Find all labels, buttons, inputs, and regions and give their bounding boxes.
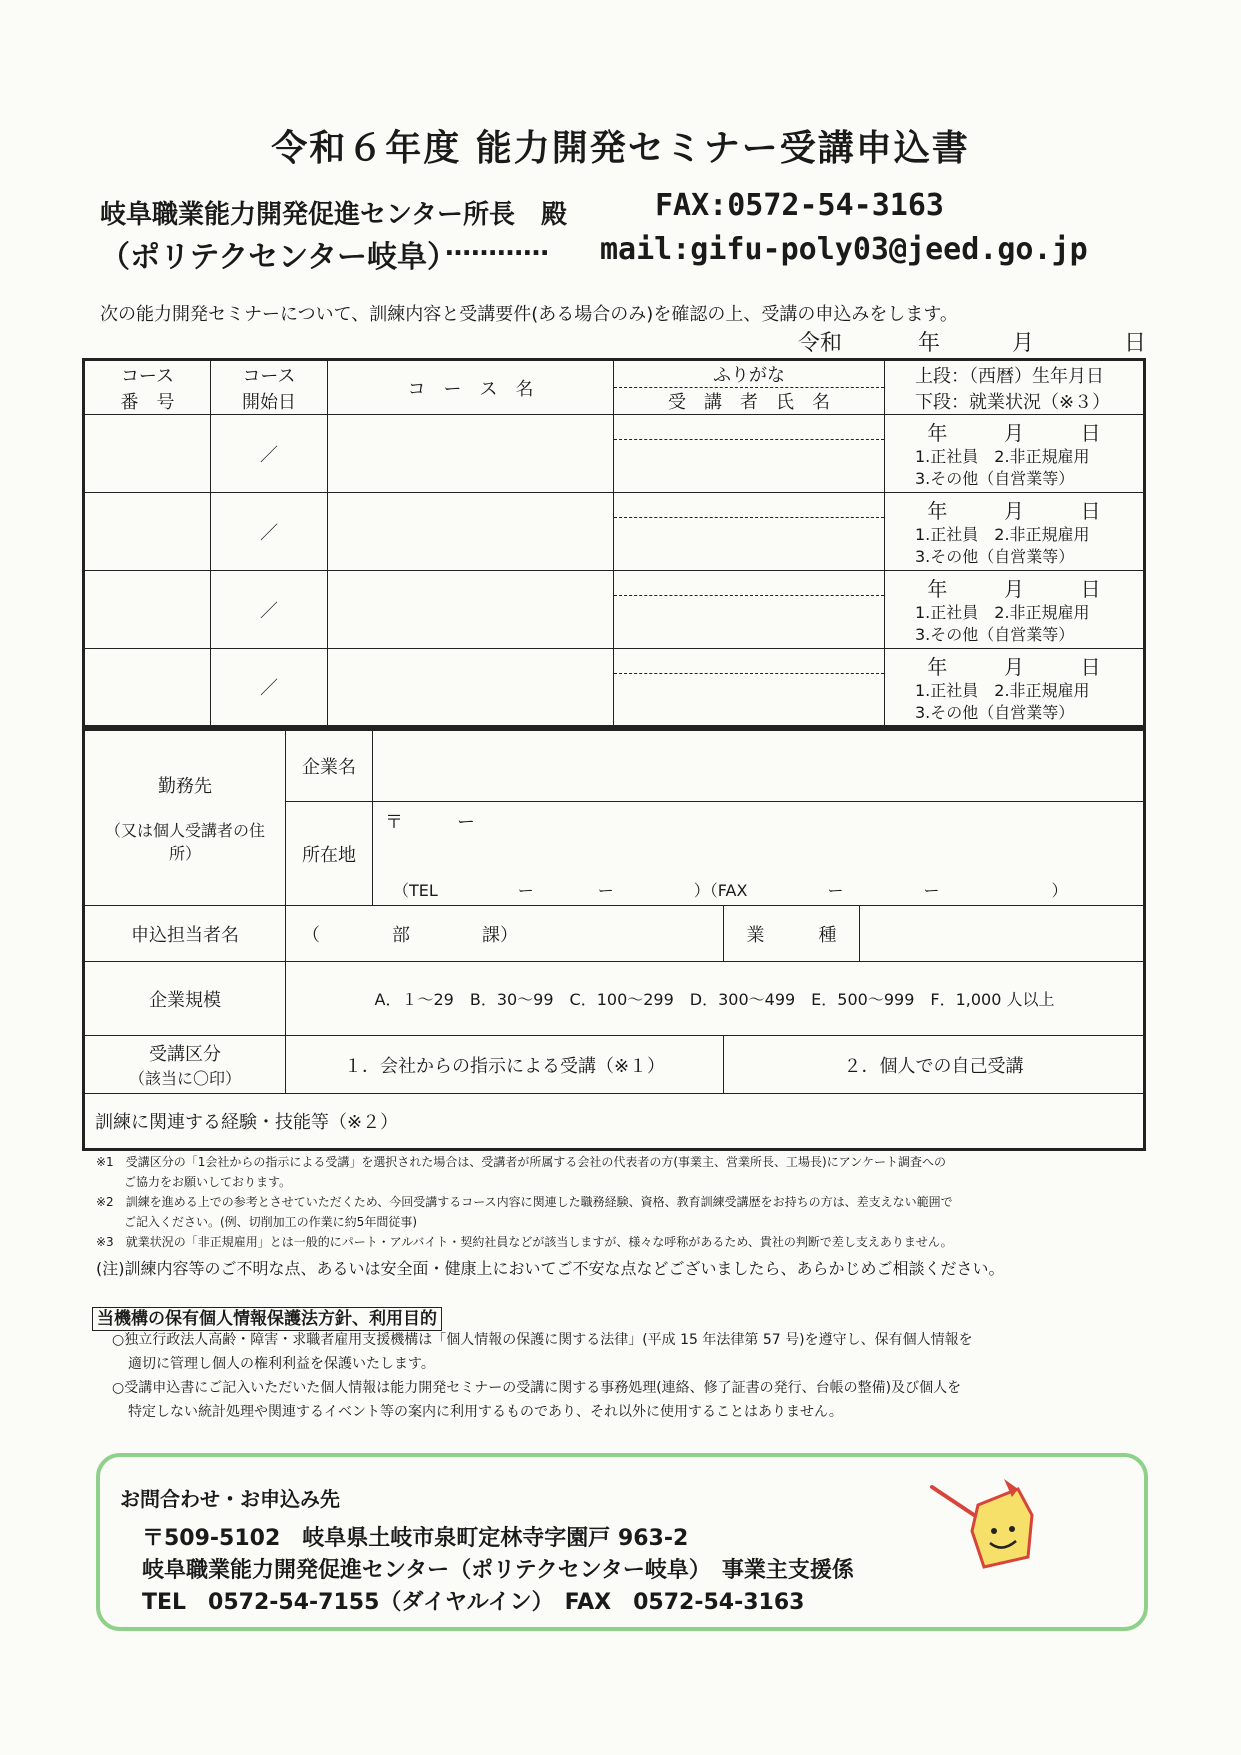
course-no-cell[interactable] bbox=[84, 415, 211, 493]
recipient-subname: （ポリテクセンター岐阜） bbox=[100, 240, 457, 275]
privacy-policy-title: 当機構の保有個人情報保護法方針、利用目的 bbox=[92, 1304, 442, 1329]
industry-label: 業 種 bbox=[724, 906, 860, 962]
class-option-personal[interactable]: ２．個人での自己受講 bbox=[724, 1036, 1145, 1094]
contact-address: 〒509-5102 岐阜県土岐市泉町定林寺字園戸 963-2 bbox=[142, 1526, 689, 1551]
contact-org: 岐阜職業能力開発促進センター（ポリテクセンター岐阜） 事業主支援係 bbox=[142, 1558, 854, 1583]
course-name-cell[interactable] bbox=[328, 649, 614, 727]
course-table bbox=[82, 358, 1146, 728]
date-year: 年 bbox=[918, 331, 941, 356]
privacy-policy-text: ○独立行政法人高齢・障害・求職者雇用支援機構は「個人情報の保護に関する法律」(平成 15 年法律第 57 号)を遵守し、保有個人情報を 適切に管理し個人の権利利益を保護いたします。 ○受講申込書にご記入いただいた個人情報は能力開発セミナーの受講に関する事務処理(連絡、修了証書の発行、台帳の整備)及び個人を 特定しない統計処理や関連するイベント等の案内に利用するものであり、それ以外に使用することはありません。 bbox=[112, 1332, 973, 1420]
company-size-label: 企業規模 bbox=[84, 962, 286, 1036]
recipient-name: 岐阜職業能力開発促進センター所長 殿 bbox=[100, 200, 567, 230]
header-course-no: コース 番 号 bbox=[84, 360, 211, 415]
mail-address: mail:gifu-poly03@jeed.go.jp bbox=[600, 232, 1088, 267]
header-course-name: コ ー ス 名 bbox=[328, 360, 614, 415]
caution-note: (注)訓練内容等のご不明な点、あるいは安全面・健康上においてご不安な点などございましたら、あらかじめご相談ください。 bbox=[96, 1259, 1005, 1278]
birth-status-cell[interactable]: 年 月 日 1.正社員 2.非正規雇用 3.その他（自営業等） bbox=[885, 649, 1145, 727]
industry-field[interactable] bbox=[860, 906, 1145, 962]
start-date-cell[interactable]: ／ bbox=[211, 415, 328, 493]
company-name-field[interactable] bbox=[373, 730, 1145, 802]
form-title: 令和６年度 能力開発セミナー受講申込書 bbox=[271, 128, 970, 169]
course-row bbox=[84, 649, 1145, 727]
furigana-field bbox=[614, 493, 884, 518]
experience-field[interactable]: 訓練に関連する経験・技能等（※２） bbox=[84, 1094, 1145, 1150]
start-date-cell[interactable]: ／ bbox=[211, 493, 328, 571]
birth-status-cell[interactable]: 年 月 日 1.正社員 2.非正規雇用 3.その他（自営業等） bbox=[885, 493, 1145, 571]
header-birth-status: 上段：（西暦）生年月日 下段：就業状況（※３） bbox=[885, 360, 1145, 415]
trainee-cell[interactable] bbox=[614, 571, 885, 649]
trainee-cell[interactable] bbox=[614, 415, 885, 493]
course-no-cell[interactable] bbox=[84, 493, 211, 571]
class-option-company[interactable]: １．会社からの指示による受講（※１） bbox=[286, 1036, 724, 1094]
course-row bbox=[84, 415, 1145, 493]
furigana-field bbox=[614, 649, 884, 674]
address-label: 所在地 bbox=[286, 802, 373, 906]
address-field[interactable] bbox=[373, 802, 1145, 906]
date-day: 日 bbox=[1124, 331, 1147, 356]
course-name-cell[interactable] bbox=[328, 493, 614, 571]
contact-title: お問合わせ・お申込み先 bbox=[120, 1487, 340, 1511]
trainee-cell[interactable] bbox=[614, 649, 885, 727]
course-name-cell[interactable] bbox=[328, 571, 614, 649]
furigana-field bbox=[614, 415, 884, 440]
course-row bbox=[84, 571, 1145, 649]
header-trainee-name: 受 講 者 氏 名 bbox=[668, 392, 830, 413]
department-field[interactable]: （ 部 課） bbox=[286, 906, 724, 962]
class-label: 受講区分 （該当に〇印） bbox=[84, 1036, 286, 1094]
company-table bbox=[82, 728, 1146, 1151]
trainee-cell[interactable] bbox=[614, 493, 885, 571]
pencil-mascot-icon bbox=[928, 1475, 1038, 1575]
header-start-date: コース 開始日 bbox=[211, 360, 328, 415]
date-era: 令和 bbox=[798, 331, 843, 356]
birth-status-cell[interactable]: 年 月 日 1.正社員 2.非正規雇用 3.その他（自営業等） bbox=[885, 415, 1145, 493]
date-month: 月 bbox=[1012, 331, 1035, 356]
course-no-cell[interactable] bbox=[84, 649, 211, 727]
course-no-cell[interactable] bbox=[84, 571, 211, 649]
fax-number: FAX:0572-54-3163 bbox=[655, 188, 944, 223]
tel-fax-line: （TEL ー ー ）（FAX ー ー ） bbox=[393, 881, 1068, 900]
header-trainee bbox=[614, 360, 885, 415]
footnotes: ※1 受講区分の「1会社からの指示による受講」を選択された場合は、受講者が所属する会社の代表者の方(事業主、営業所長、工場長)にアンケート調査への ご協力をお願いしております。 ※2 訓練を進める上での参考とさせていただくため、今回受講するコース内容に関連した職務経験、資格、教育訓練受講歴をお持ちの方は、差支えない範囲で ご記入ください。(例、切削加工の作業に約5年間従事) ※3 就業状況の「非正規雇用」とは一般的にパート・アルバイト・契約社員などが該当しますが、様々な呼称があるため、貴社の判断で差し支えありません。 bbox=[96, 1155, 953, 1249]
course-row bbox=[84, 493, 1145, 571]
workplace-label: 勤務先 （又は個人受講者の住所） bbox=[84, 730, 286, 906]
furigana-field bbox=[614, 571, 884, 596]
header-furigana: ふりがな bbox=[614, 361, 884, 388]
leader-dots: ………… bbox=[445, 232, 549, 262]
course-name-cell[interactable] bbox=[328, 415, 614, 493]
start-date-cell[interactable]: ／ bbox=[211, 571, 328, 649]
contact-phones: TEL 0572-54-7155（ダイヤルイン） FAX 0572-54-3163 bbox=[142, 1590, 805, 1615]
contact-box bbox=[96, 1453, 1148, 1631]
company-size-options[interactable]: A．１～29 B．30～99 C．100～299 D．300～499 E．500～999 F．1,000 人以上 bbox=[286, 962, 1145, 1036]
company-name-label: 企業名 bbox=[286, 730, 373, 802]
postal-mark: 〒 ー bbox=[385, 812, 475, 833]
contact-person-label: 申込担当者名 bbox=[84, 906, 286, 962]
birth-status-cell[interactable]: 年 月 日 1.正社員 2.非正規雇用 3.その他（自営業等） bbox=[885, 571, 1145, 649]
intro-text: 次の能力開発セミナーについて、訓練内容と受講要件(ある場合のみ)を確認の上、受講の申込みをします。 bbox=[100, 304, 958, 325]
start-date-cell[interactable]: ／ bbox=[211, 649, 328, 727]
